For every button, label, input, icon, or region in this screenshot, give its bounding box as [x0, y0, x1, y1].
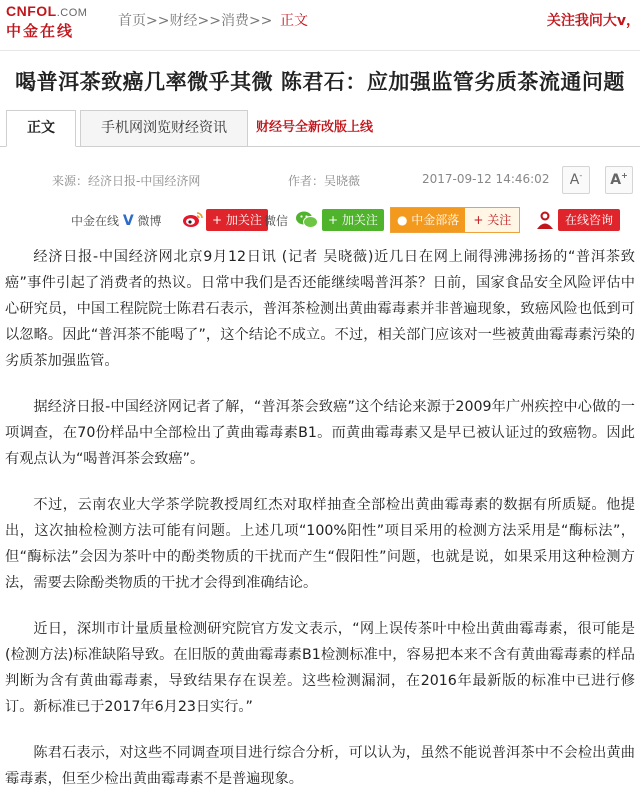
breadcrumb-current: 正文: [280, 13, 308, 29]
top-bar: [0, 0, 640, 40]
font-increase-button[interactable]: A+: [605, 166, 633, 194]
site-name: 中金在线: [71, 214, 120, 228]
logo-chinese-name: 中金在线: [6, 22, 75, 40]
font-increase-label: A: [610, 172, 622, 188]
verified-v-icon: V: [122, 213, 134, 229]
weibo-icon: [182, 211, 204, 228]
weibo-follow-label: 加关注: [225, 213, 262, 227]
article-paragraph: 陈君石表示，对这些不同调查项目进行综合分析，可以认为，虽然不能说普洱茶中不会检出黄曲霉毒素，但至少检出黄曲霉毒素不是普遍现象。: [5, 745, 635, 787]
wechat-icon: [295, 210, 319, 230]
breadcrumb: [118, 10, 272, 30]
consult-person-icon: [536, 210, 554, 230]
font-decrease-button[interactable]: A-: [562, 166, 590, 194]
tab-bar: [0, 110, 640, 147]
weibo-follow-button[interactable]: + 加关注: [206, 209, 268, 231]
article-source: 来源：经济日报-中国经济网: [52, 174, 201, 188]
article-paragraph: 据经济日报-中国经济网记者了解，“普洱茶会致癌”这个结论来源于2009年广州疾控中心做的一项调查，在70份样品中全部检出了黄曲霉毒素B1。而黄曲霉毒素又是早已被认证过的致癌物。因此有观点认为“喝普洱茶会致癌”。: [5, 399, 635, 467]
article-paragraph: 不过，云南农业大学茶学院教授周红杰对取样抽查全部检出黄曲霉毒素的数据有所质疑。他提出，这次抽检检测方法可能有问题。上述几项“100%阳性”项目采用的检测方法采用是“酶标法”，但“酶标法”会因为茶叶中的酚类物质的干扰而产生“假阳性”问题，也就是说，如果采用这种检测方法，需要去除酚类物质的干扰才会得到准确结论。: [5, 497, 635, 591]
tribe-label: ● 中金部落: [391, 208, 465, 232]
promo-link[interactable]: 财经号全新改版上线: [256, 120, 374, 135]
breadcrumb-separator: >>: [146, 13, 170, 29]
article-title: 喝普洱茶致癌几率微乎其微 陈君石：应加强监管劣质茶流通问题: [15, 70, 625, 94]
font-decrease-label: A: [569, 172, 580, 188]
follow-big-v-link[interactable]: 关注我问大v，: [546, 13, 640, 29]
article-author: 作者：吴晓薇: [288, 174, 361, 188]
tribe-follow-label: + 关注: [473, 213, 512, 227]
tribe-follow-button[interactable]: [390, 207, 520, 233]
breadcrumb-home-link[interactable]: 首页: [118, 13, 146, 29]
online-consult-button[interactable]: 在线咨询: [558, 209, 620, 231]
weibo-account-label: [71, 212, 162, 229]
article-body: [5, 244, 635, 812]
article-paragraph: 经济日报-中国经济网北京9月12日讯 (记者 吴晓薇)近几日在网上闹得沸沸扬扬的“普洱茶致癌”事件引起了消费者的热议。日常中我们是否还能继续喝普洱茶？日前，国家食品安全风险评估中心研究员，中国工程院院士陈君石表示，普洱茶检测出黄曲霉毒素并非普遍现象，致癌风险也低到可以忽略。因此“普洱茶不能喝了”，这个结论不成立。不过，相关部门应该对一些被黄曲霉毒素污染的劣质茶加强监管。: [5, 249, 635, 369]
breadcrumb-separator: >>: [197, 13, 221, 29]
wechat-label: 微信: [264, 214, 289, 228]
divider: [0, 50, 640, 51]
article-datetime: 2017-09-12 14:46:02: [422, 172, 550, 186]
tab-mobile-browse[interactable]: 手机网浏览财经资讯: [80, 110, 248, 147]
wechat-follow-label: 加关注: [341, 213, 378, 227]
breadcrumb-finance-link[interactable]: 财经: [169, 13, 198, 29]
breadcrumb-consume-link[interactable]: 消费: [220, 13, 249, 29]
tab-main-text[interactable]: 正文: [6, 110, 76, 147]
article-paragraph: 近日，深圳市计量质量检测研究院官方发文表示，“网上误传茶叶中检出黄曲霉毒素，很可能是(检测方法)标准缺陷导致。在旧版的黄曲霉毒素B1检测标准中，容易把本来不含有黄曲霉毒素的样品判断为含有黄曲霉毒素，导致结果存在误差。这些检测漏洞，在2016年最新版的标准中已进行修订。新标准已于2017年6月23日实行。”: [5, 621, 635, 715]
logo-wordmark: CNFOL.COM: [6, 3, 88, 19]
tribe-text: 中金部落: [411, 213, 460, 227]
site-logo[interactable]: [6, 3, 106, 40]
weibo-label: 微博: [137, 214, 162, 228]
wechat-follow-button[interactable]: + 加关注: [322, 209, 384, 231]
breadcrumb-separator: >>: [248, 13, 273, 29]
tribe-follow-text: 关注: [487, 213, 512, 227]
